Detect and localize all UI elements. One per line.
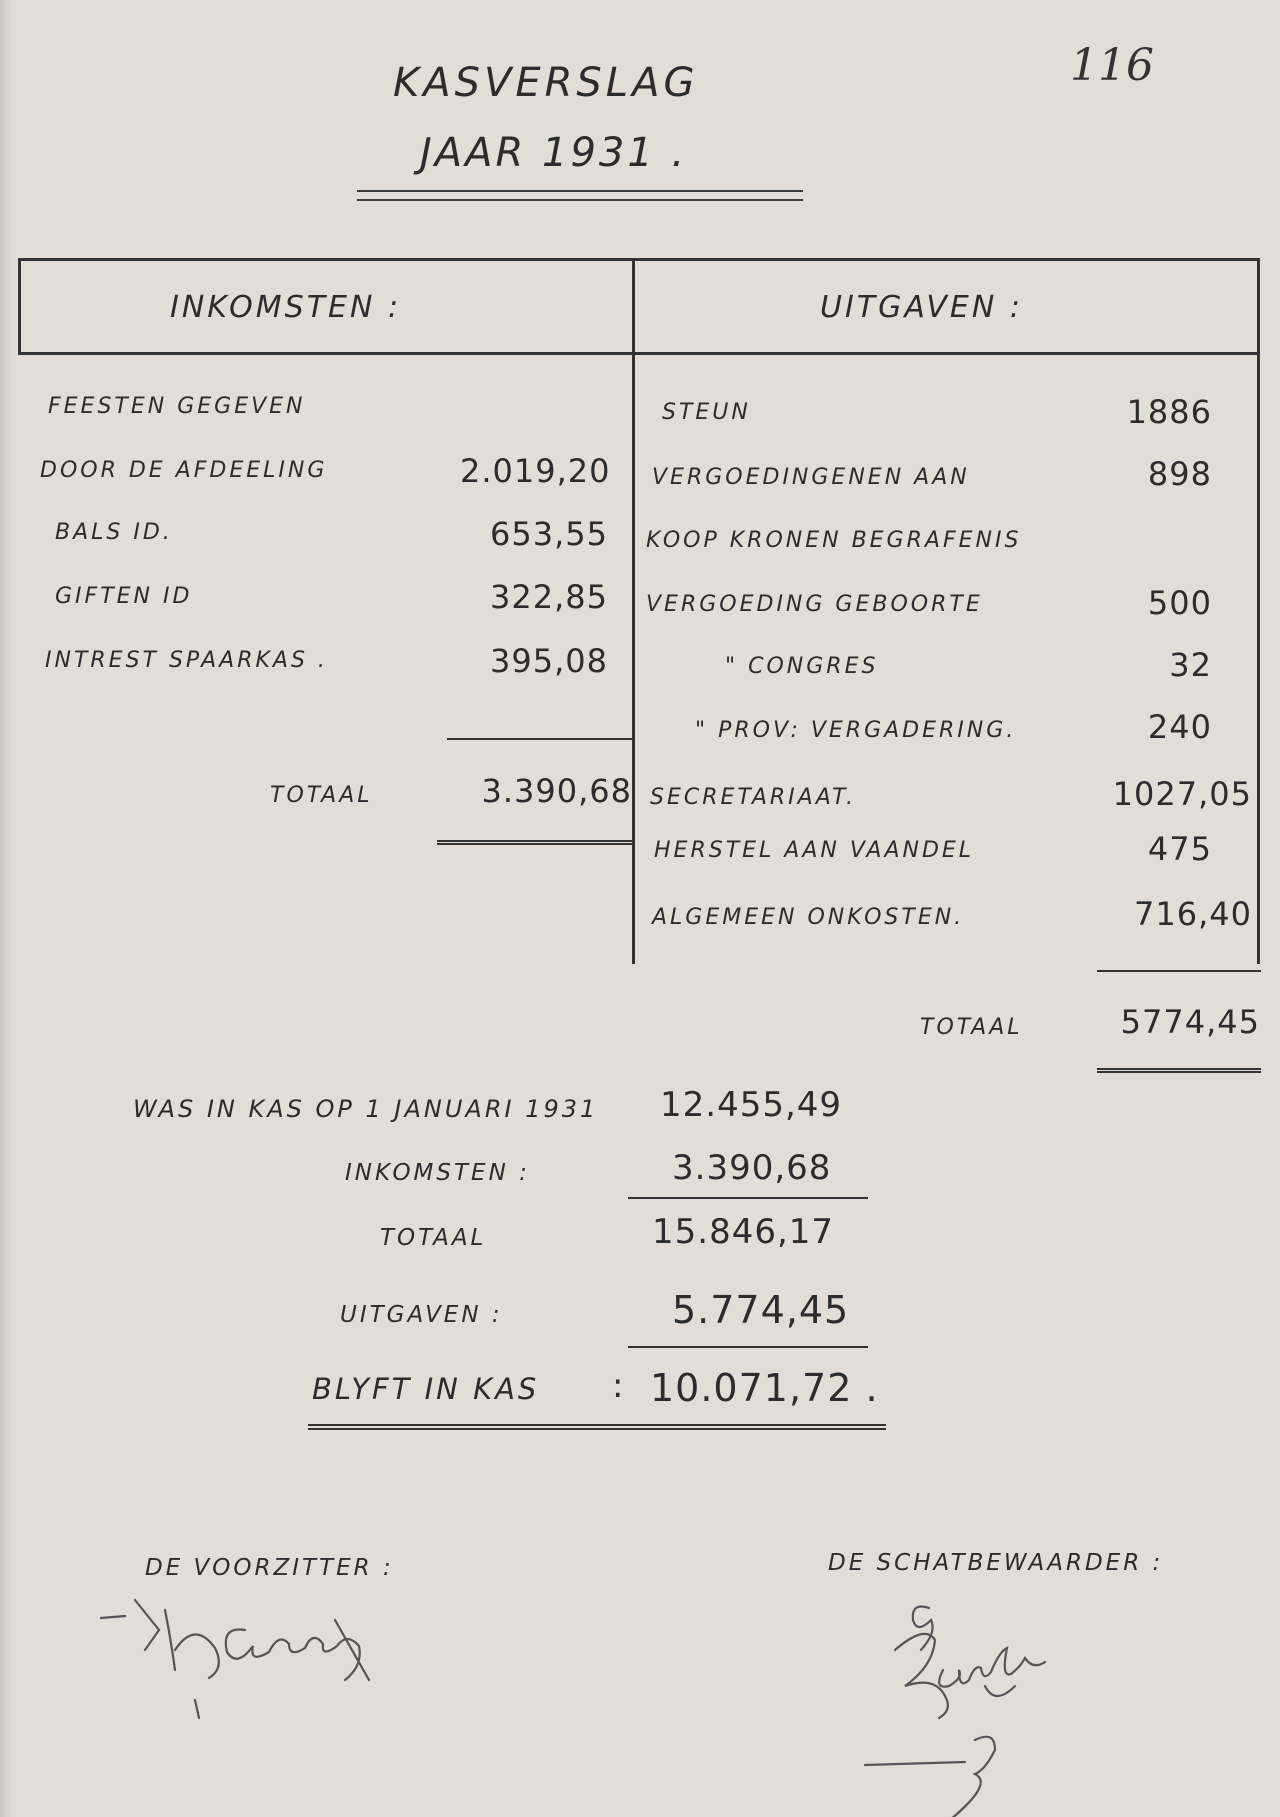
- expense-row-label: KOOP KRONEN BEGRAFENIS: [646, 528, 1022, 553]
- expense-total-double-rule: [1097, 1068, 1261, 1073]
- summary-balance-colon: :: [612, 1366, 625, 1406]
- expense-row-label: VERGOEDINGENEN AAN: [652, 465, 970, 490]
- income-row-amount: 322,85: [490, 578, 608, 616]
- summary-total-label: TOTAAL: [380, 1225, 487, 1251]
- chair-signature: [95, 1590, 435, 1720]
- summary-balance-double-rule: [308, 1424, 886, 1430]
- summary-expense-amount: 5.774,45: [672, 1288, 850, 1332]
- title-underline: [357, 190, 803, 201]
- expense-row-label: " PROV: VERGADERING.: [695, 718, 1017, 743]
- summary-income-label: INKOMSTEN :: [345, 1160, 530, 1186]
- expense-row-label: HERSTEL AAN VAANDEL: [654, 838, 975, 863]
- expense-total-rule: [1097, 970, 1261, 972]
- income-row-label: GIFTEN ID: [55, 584, 193, 609]
- summary-subtotal-rule: [628, 1197, 868, 1199]
- summary-total-amount: 15.846,17: [652, 1212, 835, 1252]
- document-title: KASVERSLAG: [393, 60, 699, 106]
- expense-row-amount: 240: [1147, 708, 1212, 746]
- summary-balance-rule: [628, 1346, 868, 1348]
- income-total-label: TOTAAL: [270, 783, 373, 808]
- expense-row-amount: 32: [1169, 646, 1212, 684]
- expense-total-amount: 5774,45: [1120, 1003, 1260, 1041]
- summary-expense-label: UITGAVEN :: [340, 1302, 503, 1328]
- expense-total-label: TOTAAL: [920, 1015, 1023, 1040]
- income-row-label: FEESTEN GEGEVEN: [48, 394, 306, 419]
- chair-signature-label: DE VOORZITTER :: [145, 1555, 394, 1581]
- expense-row-label: " CONGRES: [725, 654, 879, 679]
- table-divider: [632, 258, 635, 964]
- expense-row-amount: 500: [1147, 584, 1212, 622]
- expense-row-label: SECRETARIAAT.: [650, 785, 856, 810]
- table-top-border: [18, 258, 1260, 261]
- summary-balance-amount: 10.071,72 .: [650, 1366, 879, 1410]
- income-row-amount: 2.019,20: [460, 452, 611, 490]
- expense-row-label: STEUN: [662, 400, 751, 425]
- expense-row-amount: 1027,05: [1112, 775, 1252, 813]
- treasurer-signature: [855, 1590, 1115, 1817]
- treasurer-signature-label: DE SCHATBEWAARDER :: [828, 1550, 1164, 1576]
- expense-header: UITGAVEN :: [820, 290, 1023, 325]
- income-header: INKOMSTEN :: [170, 290, 402, 325]
- income-row-label: BALS ID.: [55, 520, 173, 545]
- summary-opening-label: WAS IN KAS OP 1 JANUARI 1931: [133, 1095, 599, 1123]
- income-total-double-rule: [437, 840, 635, 845]
- page-number: 116: [1070, 40, 1154, 91]
- income-row-label: INTREST SPAARKAS .: [45, 648, 328, 673]
- table-left-border: [18, 258, 21, 352]
- expense-row-amount: 898: [1147, 455, 1212, 493]
- income-total-amount: 3.390,68: [481, 772, 632, 810]
- expense-row-amount: 475: [1147, 830, 1212, 868]
- paper-edge: [0, 0, 14, 1817]
- summary-income-amount: 3.390,68: [672, 1148, 832, 1188]
- expense-row-label: VERGOEDING GEBOORTE: [646, 592, 983, 617]
- expense-row-label: ALGEMEEN ONKOSTEN.: [652, 905, 965, 930]
- expense-row-amount: 716,40: [1134, 895, 1252, 933]
- document-subtitle: JAAR 1931 .: [420, 130, 688, 176]
- table-header-rule: [18, 352, 1260, 355]
- summary-opening-amount: 12.455,49: [660, 1085, 843, 1125]
- expense-row-amount: 1886: [1126, 393, 1212, 431]
- income-row-label: DOOR DE AFDEELING: [40, 458, 328, 483]
- summary-balance-label: BLYFT IN KAS: [312, 1372, 540, 1406]
- income-row-amount: 653,55: [490, 515, 608, 553]
- table-right-border: [1257, 258, 1260, 964]
- income-row-amount: 395,08: [490, 642, 608, 680]
- income-total-rule: [447, 738, 633, 740]
